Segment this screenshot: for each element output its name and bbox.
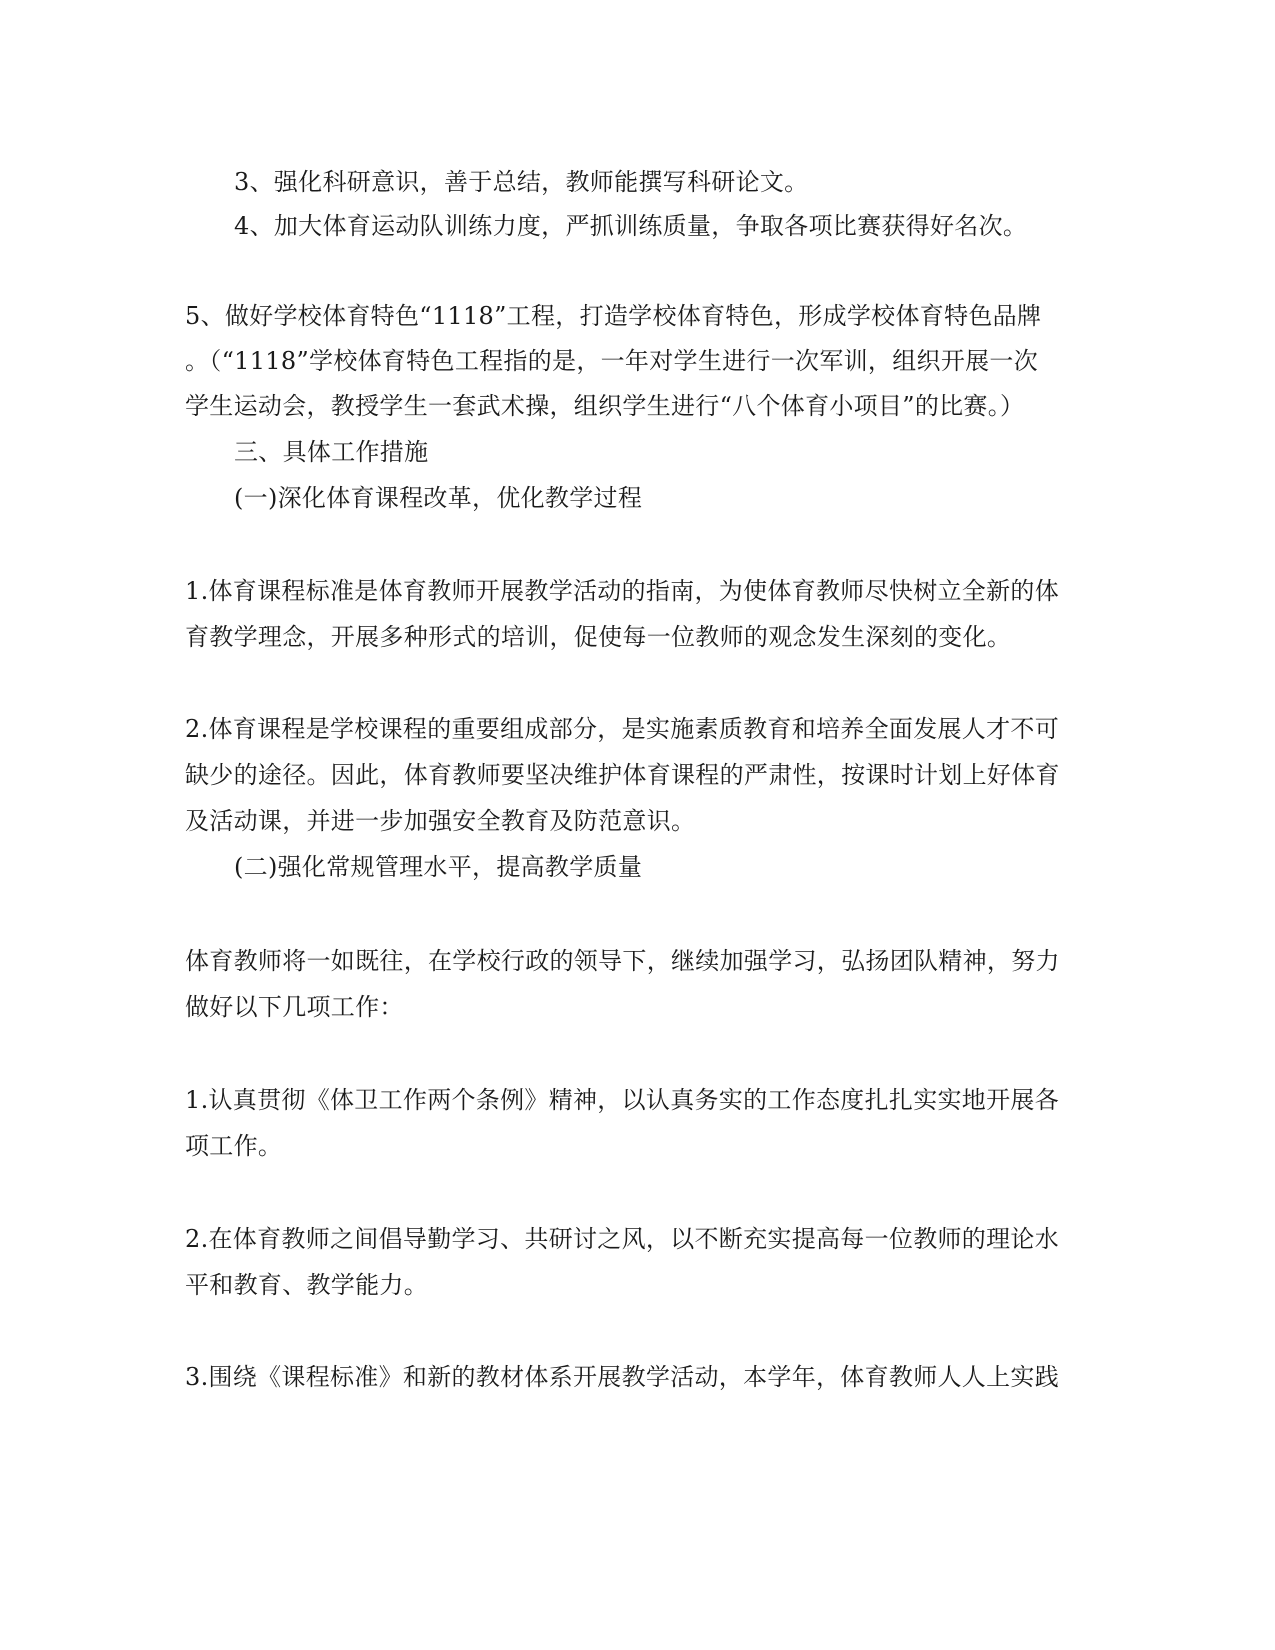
- measure-1-1-line-2: 育教学理念，开展多种形式的培训，促使每一位教师的观念发生深刻的变化。: [185, 623, 1012, 651]
- measure-2-3-line-1: 3.围绕《课程标准》和新的教材体系开展教学活动，本学年，体育教师人人上实践: [185, 1363, 1059, 1391]
- goal-item-5-line-1: 5、做好学校体育特色“1118”工程，打造学校体育特色，形成学校体育特色品牌: [185, 302, 1042, 330]
- measure-1-2-line-3: 及活动课，并进一步加强安全教育及防范意识。: [185, 807, 696, 835]
- goal-item-4: 4、加大体育运动队训练力度，严抓训练质量，争取各项比赛获得好名次。: [234, 212, 1028, 240]
- measure-2-2-line-1: 2.在体育教师之间倡导勤学习、共研讨之风，以不断充实提高每一位教师的理论水: [185, 1225, 1059, 1253]
- measure-2-2-line-2: 平和教育、教学能力。: [185, 1271, 428, 1299]
- measure-2-1-line-1: 1.认真贯彻《体卫工作两个条例》精神，以认真务实的工作态度扎扎实实地开展各: [185, 1086, 1059, 1114]
- subsection-heading-2: (二)强化常规管理水平，提高教学质量: [234, 853, 643, 881]
- intro-line-2: 做好以下几项工作：: [185, 993, 404, 1021]
- measure-1-2-line-2: 缺少的途径。因此，体育教师要坚决维护体育课程的严肃性，按课时计划上好体育: [185, 761, 1060, 789]
- goal-item-5-line-2: 。（“1118”学校体育特色工程指的是，一年对学生进行一次军训，组织开展一次: [185, 347, 1039, 375]
- measure-1-2-line-1: 2.体育课程是学校课程的重要组成部分，是实施素质教育和培养全面发展人才不可: [185, 715, 1059, 743]
- section-heading-3: 三、具体工作措施: [234, 438, 429, 466]
- measure-2-1-line-2: 项工作。: [185, 1132, 283, 1160]
- goal-item-3: 3、强化科研意识，善于总结，教师能撰写科研论文。: [234, 168, 809, 196]
- goal-item-5-line-3: 学生运动会，教授学生一套武术操，组织学生进行“八个体育小项目”的比赛。）: [185, 392, 1025, 420]
- subsection-heading-1: (一)深化体育课程改革，优化教学过程: [234, 484, 643, 512]
- measure-1-1-line-1: 1.体育课程标准是体育教师开展教学活动的指南，为使体育教师尽快树立全新的体: [185, 577, 1059, 605]
- intro-line-1: 体育教师将一如既往，在学校行政的领导下，继续加强学习，弘扬团队精神，努力: [185, 947, 1060, 975]
